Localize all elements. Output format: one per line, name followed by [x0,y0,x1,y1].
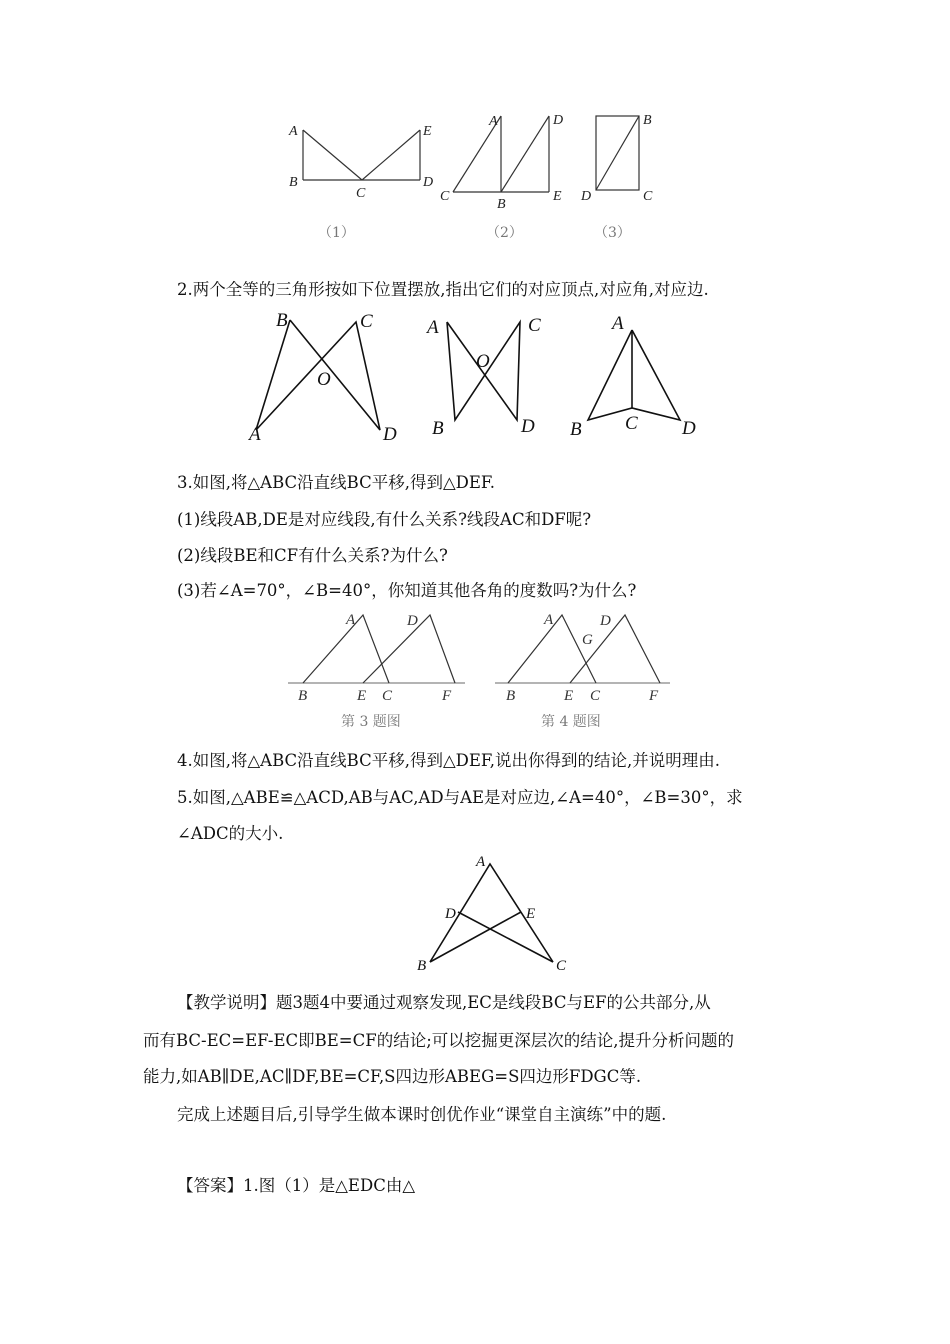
label-F: F [442,688,452,704]
caption-1: （1） [318,225,355,241]
label-B: B [298,688,308,704]
label-B: B [276,310,288,331]
label-C: C [382,688,393,704]
question-3-sub2: (2)线段BE和CF有什么关系?为什么? [177,546,448,565]
label-A: A [289,124,298,139]
label-C: C [528,315,541,336]
label-E: E [553,189,562,204]
label-D: D [600,613,611,629]
question-3-sub3: (3)若∠A=70°，∠B=40°，你知道其他各角的度数吗?为什么? [177,581,637,600]
label-A: A [612,313,624,334]
label-E: E [526,906,536,922]
label-A: A [346,612,356,628]
label-F: F [649,688,659,704]
label-C: C [360,311,373,332]
label-B: B [570,419,582,440]
question-5-line2: ∠ADC的大小. [177,824,284,843]
label-G: G [582,632,593,648]
teaching-note-line3: 能力,如AB∥DE,AC∥DF,BE=CF,S四边形ABEG=S四边形FDGC等. [143,1067,642,1086]
caption-3: （3） [594,225,631,241]
label-C: C [590,688,601,704]
label-D: D [553,113,564,128]
question-3-intro: 3.如图,将△ABC沿直线BC平移,得到△DEF. [177,473,496,492]
label-D: D [445,906,456,922]
question-2: 2.两个全等的三角形按如下位置摆放,指出它们的对应顶点,对应角,对应边. [177,280,709,299]
label-D: D [383,424,397,445]
label-B: B [643,113,652,128]
question-4: 4.如图,将△ABC沿直线BC平移,得到△DEF,说出你得到的结论,并说明理由. [177,751,721,770]
caption-2: （2） [486,225,523,241]
label-D: D [682,418,696,439]
label-B: B [432,418,444,439]
teaching-note-line1: 【教学说明】题3题4中要通过观察发现,EC是线段BC与EF的公共部分,从 [177,993,711,1012]
label-O: O [317,369,331,390]
label-D: D [423,175,434,190]
label-B: B [497,197,506,212]
label-E: E [564,688,574,704]
label-A: A [544,612,554,628]
label-D: D [581,189,592,204]
label-B: B [289,175,298,190]
teaching-note-line2: 而有BC-EC=EF-EC即BE=CF的结论;可以挖掘更深层次的结论,提升分析问题的 [143,1031,734,1050]
followup-note: 完成上述题目后,引导学生做本课时创优作业“课堂自主演练”中的题. [177,1105,667,1124]
label-C: C [643,189,653,204]
label-O: O [476,351,490,372]
label-A: A [489,114,498,129]
caption-fig4: 第 4 题图 [541,714,601,730]
label-C: C [356,186,366,201]
label-A: A [249,424,261,445]
label-D: D [407,613,418,629]
question-3-sub1: (1)线段AB,DE是对应线段,有什么关系?线段AC和DF呢? [177,510,592,529]
label-B: B [506,688,516,704]
answer-line: 【答案】1.图（1）是△EDC由△ [177,1176,416,1195]
caption-fig3: 第 3 题图 [341,714,401,730]
label-C: C [625,413,638,434]
question-5-line1: 5.如图,△ABE≌△ACD,AB与AC,AD与AE是对应边,∠A=40°，∠B=30°，求 [177,788,743,807]
label-E: E [357,688,367,704]
label-A: A [427,317,439,338]
label-C: C [440,189,450,204]
label-B: B [417,958,427,974]
label-D: D [521,416,535,437]
label-A: A [476,854,486,870]
label-C: C [556,958,567,974]
label-E: E [423,124,432,139]
